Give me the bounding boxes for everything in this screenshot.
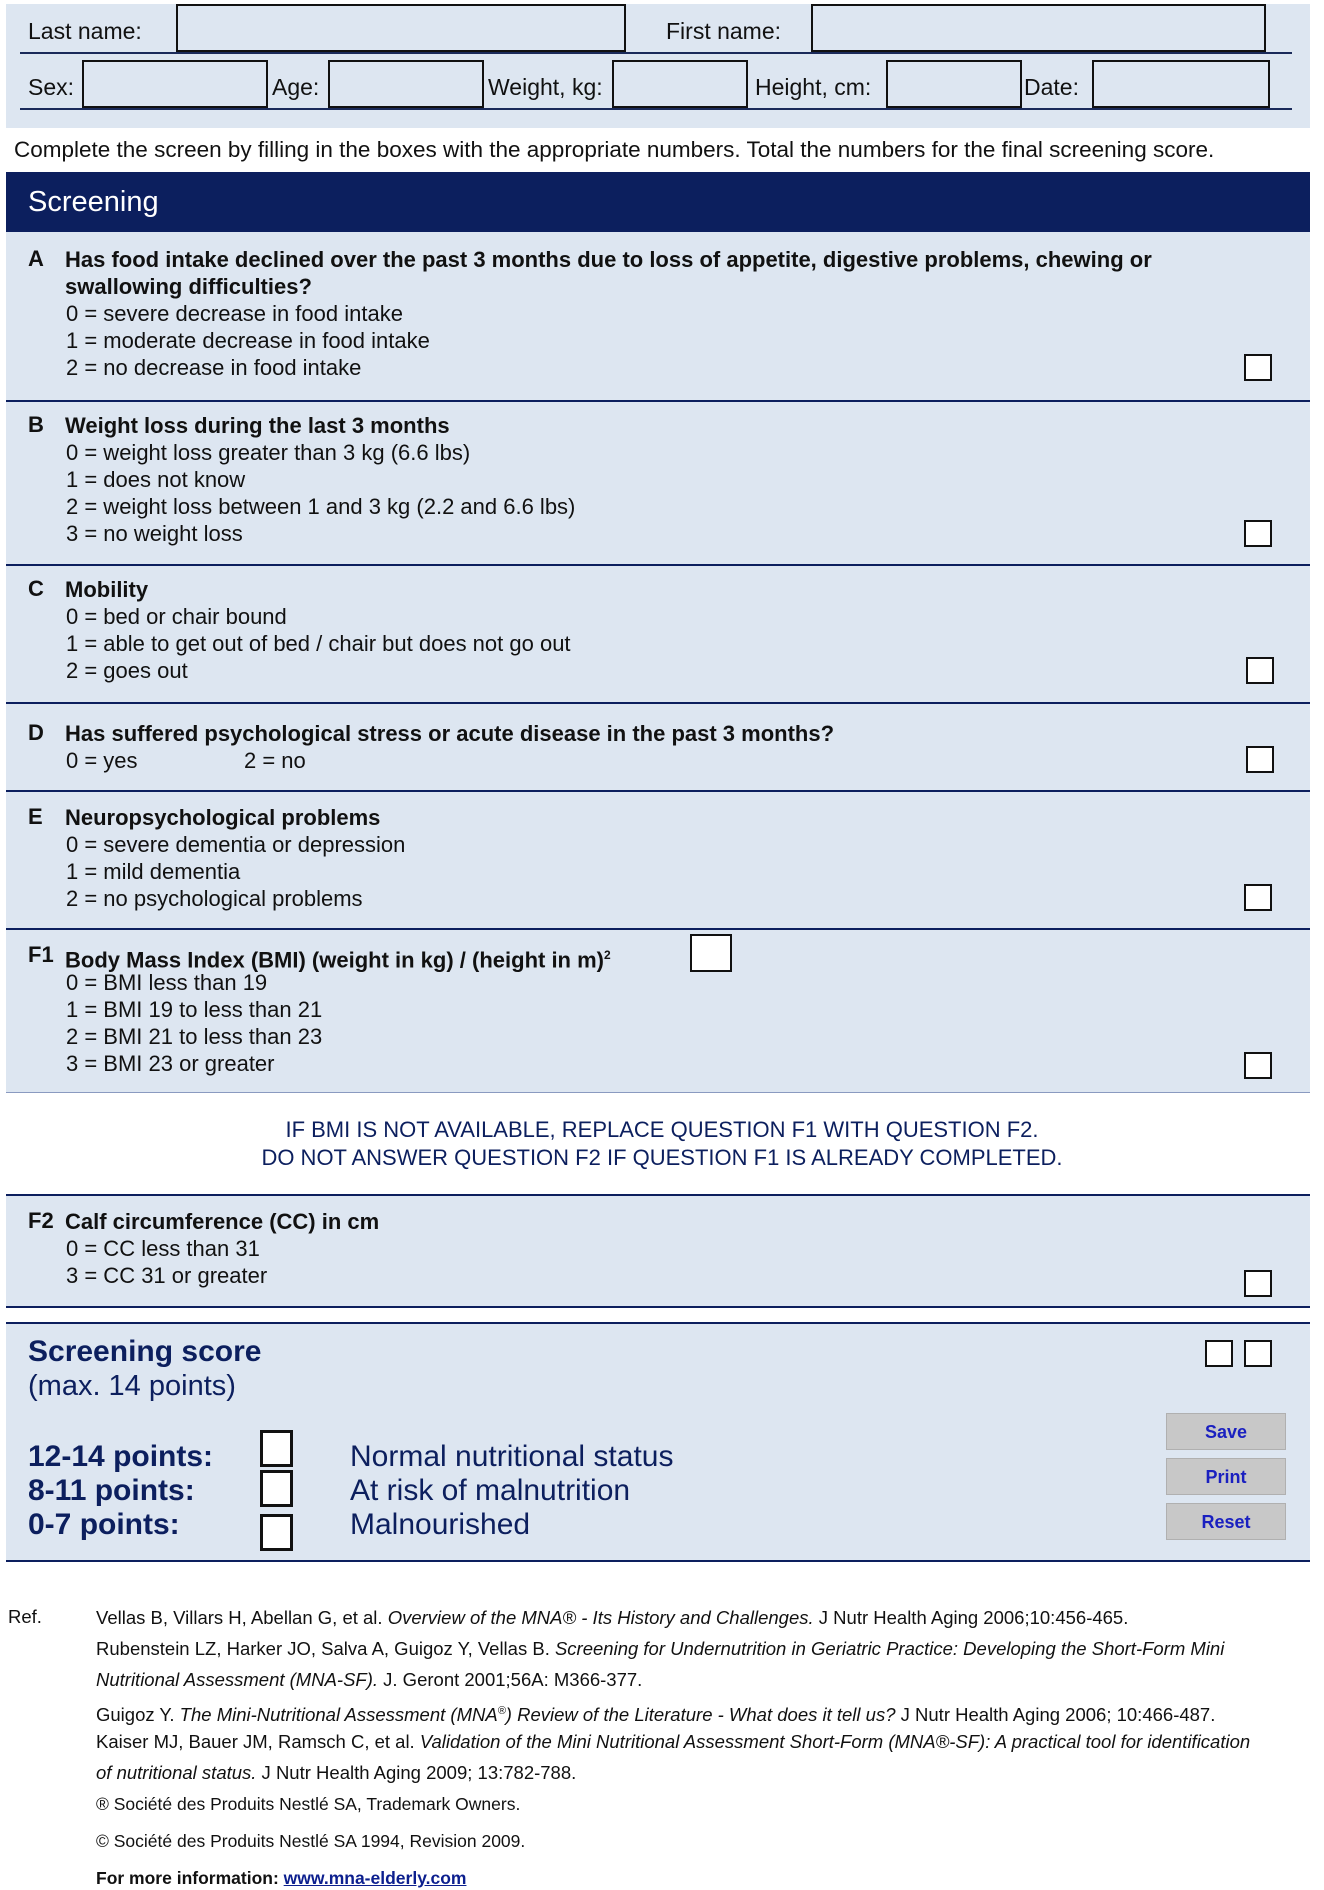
- range-points: 12-14 points:: [28, 1440, 214, 1473]
- superscript: 2: [604, 948, 611, 962]
- copyright-text: © Société des Produits Nestlé SA 1994, Revision 2009.: [96, 1831, 526, 1851]
- reference-3: [96, 1699, 1215, 1727]
- question-letter: B: [28, 412, 44, 437]
- range-box-at-risk[interactable]: [260, 1470, 293, 1507]
- option: 2 = goes out: [66, 658, 188, 683]
- question-b: [6, 400, 1310, 564]
- last-name-input[interactable]: [176, 4, 626, 52]
- answer-box-d[interactable]: [1246, 746, 1274, 773]
- question-a: [6, 232, 1310, 400]
- age-label: Age:: [272, 74, 320, 100]
- print-button[interactable]: Print: [1166, 1458, 1286, 1495]
- ref-journal: J Nutr Health Aging 2006;10:456-465.: [813, 1607, 1129, 1628]
- range-status: Malnourished: [350, 1508, 531, 1541]
- height-label: Height, cm:: [755, 74, 872, 100]
- question-letter: F2: [28, 1208, 54, 1233]
- date-input[interactable]: [1092, 60, 1270, 108]
- ref-title: Nutritional Assessment (MNA-SF).: [96, 1669, 379, 1690]
- date-label: Date:: [1024, 74, 1079, 100]
- registered-mark: ®: [497, 1705, 506, 1717]
- range-status: At risk of malnutrition: [350, 1474, 631, 1507]
- last-name-label: Last name:: [28, 18, 142, 44]
- patient-info-panel: [6, 4, 1310, 128]
- question-d: [6, 702, 1310, 790]
- ref-authors: Guigoz Y.: [96, 1704, 180, 1726]
- answer-box-e[interactable]: [1244, 884, 1272, 911]
- website-link[interactable]: www.mna-elderly.com: [283, 1868, 467, 1888]
- option: 3 = CC 31 or greater: [66, 1263, 268, 1288]
- option: 1 = mild dementia: [66, 859, 241, 884]
- option: 2 = BMI 21 to less than 23: [66, 1024, 323, 1049]
- question-title: Neuropsychological problems: [65, 805, 381, 830]
- score-box-units[interactable]: [1244, 1340, 1272, 1367]
- question-title: Mobility: [65, 577, 149, 602]
- ref-title: Screening for Undernutrition in Geriatric Practice: Developing the Short-Form Mini: [554, 1638, 1225, 1659]
- sex-label: Sex:: [28, 74, 75, 100]
- answer-box-f1[interactable]: [1244, 1052, 1272, 1079]
- height-input[interactable]: [886, 60, 1022, 108]
- ref-authors: Vellas B, Villars H, Abellan G, et al.: [96, 1607, 388, 1628]
- score-title: Screening score: [28, 1335, 262, 1368]
- bmi-value-box[interactable]: [690, 934, 732, 972]
- option: 0 = CC less than 31: [66, 1236, 260, 1261]
- ref-journal: J Nutr Health Aging 2006; 10:466-487.: [895, 1704, 1216, 1726]
- question-f2: [6, 1194, 1310, 1308]
- range-points: 8-11 points:: [28, 1474, 195, 1507]
- score-max: (max. 14 points): [28, 1370, 236, 1402]
- option: 3 = BMI 23 or greater: [66, 1051, 275, 1076]
- option: 0 = severe dementia or depression: [66, 832, 406, 857]
- answer-box-f2[interactable]: [1244, 1270, 1272, 1297]
- question-title: Calf circumference (CC) in cm: [65, 1209, 380, 1234]
- reference-1: [96, 1606, 1128, 1630]
- question-letter: E: [28, 804, 43, 829]
- answer-box-b[interactable]: [1244, 520, 1272, 547]
- option: 2 = no psychological problems: [66, 886, 363, 911]
- ref-title: The Mini-Nutritional Assessment (MNA: [179, 1704, 498, 1726]
- question-letter: F1: [28, 942, 54, 967]
- ref-journal: J Nutr Health Aging 2009; 13:782-788.: [256, 1762, 577, 1783]
- reference-4-cont: [96, 1761, 576, 1785]
- ref-label: Ref.: [8, 1606, 42, 1627]
- range-box-malnourished[interactable]: [260, 1514, 293, 1551]
- screening-score-panel: [6, 1322, 1310, 1562]
- ref-title: of nutritional status.: [96, 1762, 257, 1783]
- question-title: Has suffered psychological stress or acute disease in the past 3 months?: [65, 721, 835, 746]
- divider: [20, 108, 1292, 110]
- weight-input[interactable]: [612, 60, 748, 108]
- reference-4: [96, 1730, 1250, 1754]
- question-title: Has food intake declined over the past 3 months due to loss of appetite, digestive problems, chewing or swallowing difficulties?: [65, 247, 1152, 299]
- option: 1 = does not know: [66, 467, 246, 492]
- age-input[interactable]: [328, 60, 484, 108]
- ref-title: Validation of the Mini Nutritional Assessment Short-Form (MNA®-SF): A practical tool for identification: [419, 1731, 1251, 1752]
- question-title-text: Body Mass Index (BMI) (weight in kg) / (height in m): [65, 947, 604, 973]
- option: 1 = BMI 19 to less than 21: [66, 997, 323, 1022]
- option: 1 = able to get out of bed / chair but does not go out: [66, 631, 571, 656]
- ref-journal: J. Geront 2001;56A: M366-377.: [378, 1669, 643, 1690]
- ref-title: Overview of the MNA® - Its History and Challenges.: [387, 1607, 814, 1628]
- weight-label: Weight, kg:: [488, 74, 603, 100]
- option: 2 = weight loss between 1 and 3 kg (2.2 and 6.6 lbs): [66, 494, 576, 519]
- screening-header: [6, 172, 1310, 232]
- option: 0 = weight loss greater than 3 kg (6.6 lbs): [66, 440, 471, 465]
- option: 0 = yes: [66, 748, 138, 773]
- divider: [20, 52, 1292, 54]
- range-box-normal[interactable]: [260, 1430, 293, 1467]
- references: [6, 1600, 1324, 1888]
- question-f1: [6, 928, 1310, 1093]
- question-letter: C: [28, 576, 44, 601]
- screening-title: Screening: [28, 186, 159, 218]
- answer-box-a[interactable]: [1244, 354, 1272, 381]
- first-name-input[interactable]: [811, 4, 1266, 52]
- save-button[interactable]: Save: [1166, 1413, 1286, 1450]
- first-name-label: First name:: [666, 18, 782, 44]
- reference-2-cont: [96, 1668, 642, 1692]
- option: 0 = bed or chair bound: [66, 604, 287, 629]
- sex-input[interactable]: [82, 60, 268, 108]
- range-points: 0-7 points:: [28, 1508, 180, 1541]
- reset-button[interactable]: Reset: [1166, 1503, 1286, 1540]
- option: 0 = severe decrease in food intake: [66, 301, 403, 326]
- trademark-text: ® Société des Produits Nestlé SA, Trademark Owners.: [96, 1794, 521, 1814]
- question-letter: D: [28, 720, 44, 745]
- option: 0 = BMI less than 19: [66, 970, 268, 995]
- question-c: [6, 564, 1310, 702]
- range-status: Normal nutritional status: [350, 1440, 674, 1473]
- instructions-text: Complete the screen by filling in the boxes with the appropriate numbers. Total the numbers for the final screening score.: [14, 137, 1215, 162]
- more-info: [96, 1866, 466, 1890]
- option: 1 = moderate decrease in food intake: [66, 328, 430, 353]
- ref-authors: Rubenstein LZ, Harker JO, Salva A, Guigoz Y, Vellas B.: [96, 1638, 555, 1659]
- question-letter: A: [28, 246, 44, 271]
- ref-title: ) Review of the Literature - What does it tell us?: [505, 1704, 896, 1726]
- option: 3 = no weight loss: [66, 521, 243, 546]
- question-e: [6, 790, 1310, 928]
- notice-line-2: DO NOT ANSWER QUESTION F2 IF QUESTION F1 IS ALREADY COMPLETED.: [261, 1145, 1063, 1170]
- score-box-tens[interactable]: [1205, 1340, 1233, 1367]
- more-info-label: For more information:: [96, 1868, 284, 1888]
- notice-line-1: IF BMI IS NOT AVAILABLE, REPLACE QUESTION F1 WITH QUESTION F2.: [285, 1117, 1039, 1142]
- question-title: Weight loss during the last 3 months: [65, 413, 450, 438]
- answer-box-c[interactable]: [1246, 657, 1274, 684]
- reference-2: [96, 1637, 1224, 1661]
- option: 2 = no decrease in food intake: [66, 355, 362, 380]
- ref-authors: Kaiser MJ, Bauer JM, Ramsch C, et al.: [96, 1731, 420, 1752]
- option: 2 = no: [244, 748, 306, 773]
